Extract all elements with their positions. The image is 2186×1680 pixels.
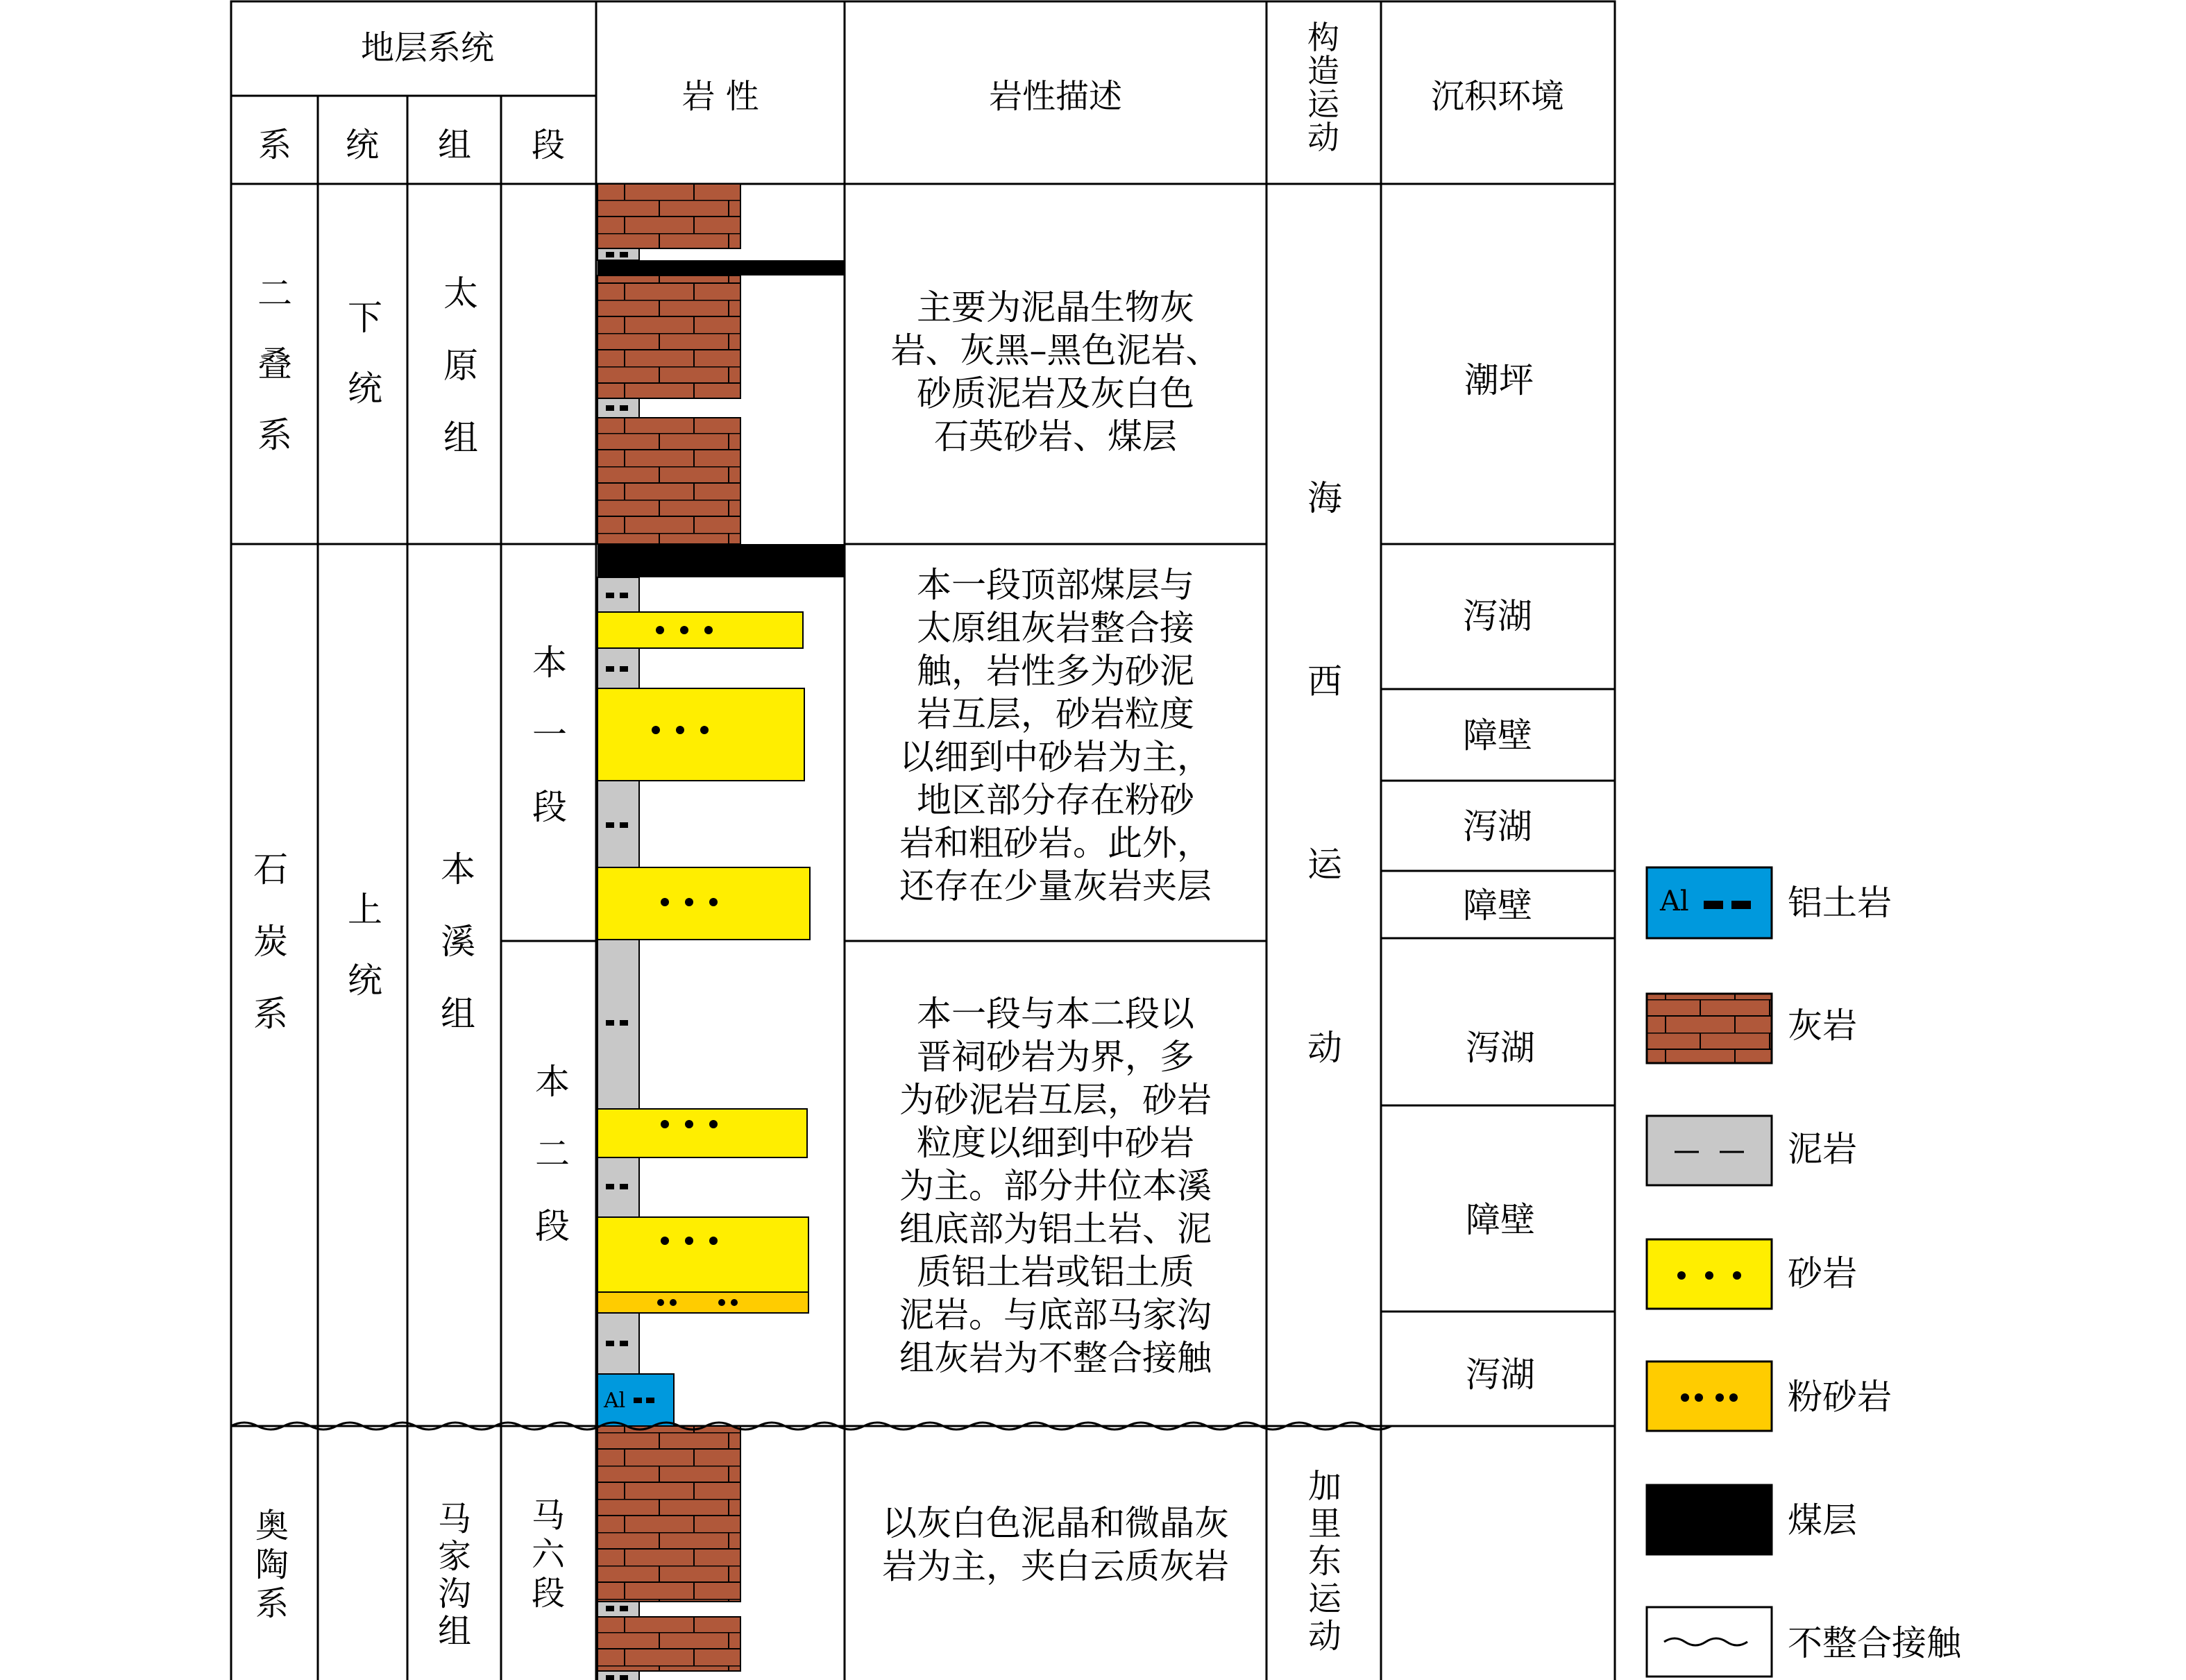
description-line: 地区部分存在粉砂: [917, 780, 1194, 820]
description-line: 太原组灰岩整合接: [917, 608, 1194, 648]
limestone-layer: [598, 184, 740, 248]
sandstone-layer: [598, 867, 810, 940]
vertical-char: 一: [532, 715, 567, 755]
vertical-char: 加: [1307, 1467, 1342, 1506]
description-line: 岩、灰黑–黑色泥岩、: [890, 330, 1221, 371]
vertical-char: 马: [531, 1496, 566, 1535]
vertical-char: 本: [441, 849, 475, 890]
formation-taiyuan: [443, 273, 478, 458]
description-line: 为主。部分井位本溪: [899, 1166, 1212, 1206]
formation-majiagou: [438, 1500, 471, 1651]
vertical-char: 石: [253, 849, 288, 890]
vertical-char: 统: [348, 368, 382, 409]
legend-label-sandstone: 砂岩: [1788, 1253, 1857, 1293]
vertical-char: 造: [1307, 52, 1339, 90]
mudstone-layer: [598, 1313, 639, 1374]
description-line: 以灰白色泥晶和微晶灰: [882, 1503, 1229, 1543]
legend-item-mudstone: [1647, 1116, 1857, 1185]
environment-label: 泻湖: [1466, 1355, 1535, 1395]
vertical-char: 组: [441, 994, 475, 1034]
legend-item-coal: [1647, 1485, 1857, 1554]
vertical-char: 里: [1307, 1504, 1342, 1543]
vertical-char: 马: [437, 1500, 472, 1538]
legend-item-siltstone: [1647, 1361, 1892, 1431]
table-header: [258, 19, 1564, 164]
vertical-char: 段: [535, 1206, 570, 1246]
header-formation: 组: [437, 126, 472, 164]
stratigraphy-labels: [253, 273, 570, 1651]
header-tectonic: [1307, 19, 1340, 156]
mudstone-layer: [598, 1671, 639, 1680]
member-ma6: [532, 1496, 566, 1613]
vertical-char: 动: [1307, 1028, 1342, 1068]
mudstone-layer: [598, 398, 639, 418]
mudstone-layer: [598, 940, 639, 1109]
vertical-char: 组: [443, 418, 478, 458]
legend-item-sandstone: [1647, 1239, 1857, 1309]
description-line: 组灰岩为不整合接触: [899, 1338, 1212, 1378]
mudstone-layer: [598, 248, 639, 260]
description-ben1: [899, 565, 1212, 906]
vertical-char: 运: [1307, 85, 1339, 123]
description-majiagou: [882, 1503, 1229, 1586]
mudstone-layer: [598, 781, 639, 867]
description-line: 本一段与本二段以: [917, 994, 1194, 1034]
vertical-char: 系: [257, 415, 292, 455]
vertical-char: 本: [532, 643, 567, 683]
vertical-char: 系: [255, 1584, 289, 1623]
environment-label: 潮坪: [1464, 360, 1534, 400]
limestone-layer: [598, 418, 740, 544]
environment-label: 障壁: [1466, 1200, 1535, 1240]
description-line: 为砂泥岩互层，砂岩: [899, 1080, 1212, 1120]
system-ordovician: [255, 1507, 289, 1623]
formation-benxi: [441, 849, 475, 1034]
description-line: 以细到中砂岩为主，: [899, 737, 1212, 777]
mudstone-layer: [598, 1602, 639, 1617]
legend-item-unconformity: [1647, 1607, 1963, 1677]
description-line: 石英砂岩、煤层: [934, 416, 1177, 457]
vertical-char: 组: [437, 1612, 472, 1651]
legend-label-bauxite: 铝土岩: [1788, 883, 1892, 923]
description-line: 岩和粗砂岩。此外，: [899, 823, 1212, 863]
legend-label-coal: 煤层: [1788, 1500, 1857, 1541]
legend-label-limestone: 灰岩: [1788, 1006, 1857, 1046]
vertical-char: 运: [1307, 845, 1342, 885]
coal-layer: [598, 544, 845, 577]
environment-labels: [1463, 360, 1535, 1395]
tectonic-caledonian: [1308, 1467, 1342, 1656]
tectonic-labels: [1307, 478, 1343, 1656]
legend-label-siltstone: 粉砂岩: [1788, 1377, 1892, 1417]
description-line: 晋祠砂岩为界，多: [917, 1037, 1194, 1077]
description-line: 主要为泥晶生物灰: [917, 287, 1194, 328]
environment-label: 泻湖: [1463, 596, 1532, 636]
description-line: 本一段顶部煤层与: [917, 565, 1194, 605]
description-line: 触，岩性多为砂泥: [917, 651, 1194, 691]
vertical-char: 段: [532, 787, 567, 827]
description-line: 泥岩。与底部马家沟: [899, 1295, 1212, 1335]
header-series: 统: [345, 126, 380, 164]
vertical-char: 家: [437, 1537, 472, 1576]
vertical-char: 运: [1307, 1579, 1342, 1618]
description-line: 岩为主，夹白云质灰岩: [882, 1546, 1229, 1586]
limestone-layer: [598, 275, 740, 398]
vertical-char: 奥: [255, 1507, 289, 1545]
description-taiyuan: [891, 287, 1221, 457]
vertical-char: 二: [535, 1134, 570, 1174]
header-stratigraphy: 地层系统: [360, 28, 495, 67]
description-line: 还存在少量灰岩夹层: [899, 866, 1212, 906]
vertical-char: 沟: [437, 1575, 472, 1613]
vertical-char: 上: [348, 890, 382, 930]
header-environment: 沉积环境: [1430, 77, 1565, 116]
vertical-char: 陶: [255, 1545, 289, 1584]
bauxite-al-label: Al: [604, 1389, 626, 1413]
tectonic-hercynian: [1307, 478, 1343, 1068]
environment-label: 泻湖: [1463, 806, 1532, 847]
vertical-char: 二: [257, 273, 292, 314]
vertical-char: 海: [1307, 478, 1342, 518]
vertical-char: 下: [348, 298, 382, 338]
environment-label: 障壁: [1463, 885, 1532, 926]
limestone-layer: [598, 1617, 740, 1671]
header-description: 岩性描述: [988, 77, 1123, 116]
sandstone-layer: [598, 1109, 807, 1157]
header-lithology: 岩 性: [681, 77, 759, 116]
environment-label: 泻湖: [1466, 1028, 1535, 1068]
siltstone-layer: [598, 1292, 808, 1313]
sandstone-layer: [598, 612, 803, 648]
vertical-char: 动: [1307, 1617, 1342, 1656]
vertical-char: 统: [348, 960, 382, 1001]
legend-item-bauxite: [1647, 867, 1892, 938]
vertical-char: 太: [443, 273, 478, 314]
system-carboniferous: [253, 849, 288, 1034]
vertical-char: 西: [1307, 661, 1342, 702]
vertical-char: 叠: [257, 344, 292, 384]
vertical-char: 段: [531, 1574, 566, 1613]
vertical-char: 溪: [441, 922, 475, 962]
vertical-char: 东: [1307, 1542, 1342, 1581]
description-ben2: [899, 994, 1213, 1378]
vertical-char: 动: [1307, 119, 1339, 156]
lithology-column: [598, 184, 845, 1680]
member-ben1: [532, 643, 567, 827]
vertical-char: 本: [535, 1062, 570, 1102]
mudstone-layer: [598, 1157, 639, 1217]
legend: [1647, 867, 1963, 1677]
series-upper: [348, 890, 382, 1001]
vertical-char: 系: [253, 994, 288, 1034]
vertical-char: 原: [443, 346, 478, 386]
description-line: 粒度以细到中砂岩: [917, 1123, 1194, 1163]
mudstone-layer: [598, 577, 639, 612]
vertical-char: 六: [531, 1535, 566, 1574]
lithology-descriptions: [882, 287, 1229, 1586]
sandstone-layer: [598, 1217, 808, 1292]
description-line: 组底部为铝土岩、泥: [899, 1209, 1212, 1249]
limestone-layer: [598, 1426, 740, 1602]
description-line: 岩互层，砂岩粒度: [917, 694, 1194, 734]
mudstone-layer: [598, 648, 639, 688]
environment-label: 障壁: [1463, 715, 1532, 756]
legend-label-unconformity: 不整合接触: [1788, 1623, 1961, 1663]
description-line: 质铝土岩或铝土质: [917, 1252, 1194, 1292]
legend-label-mudstone: 泥岩: [1788, 1129, 1857, 1169]
sandstone-layer: [598, 688, 804, 781]
coal-layer: [598, 260, 845, 275]
system-permian: [257, 273, 292, 455]
header-system: 系: [257, 126, 292, 164]
legend-item-limestone: [1647, 994, 1857, 1063]
member-ben2: [535, 1062, 570, 1246]
vertical-char: 炭: [253, 922, 288, 962]
legend-al-text: Al: [1660, 885, 1689, 917]
series-lower: [348, 298, 382, 409]
description-line: 砂质泥岩及灰白色: [917, 373, 1194, 414]
header-member: 段: [531, 126, 566, 164]
vertical-char: 构: [1307, 19, 1339, 56]
